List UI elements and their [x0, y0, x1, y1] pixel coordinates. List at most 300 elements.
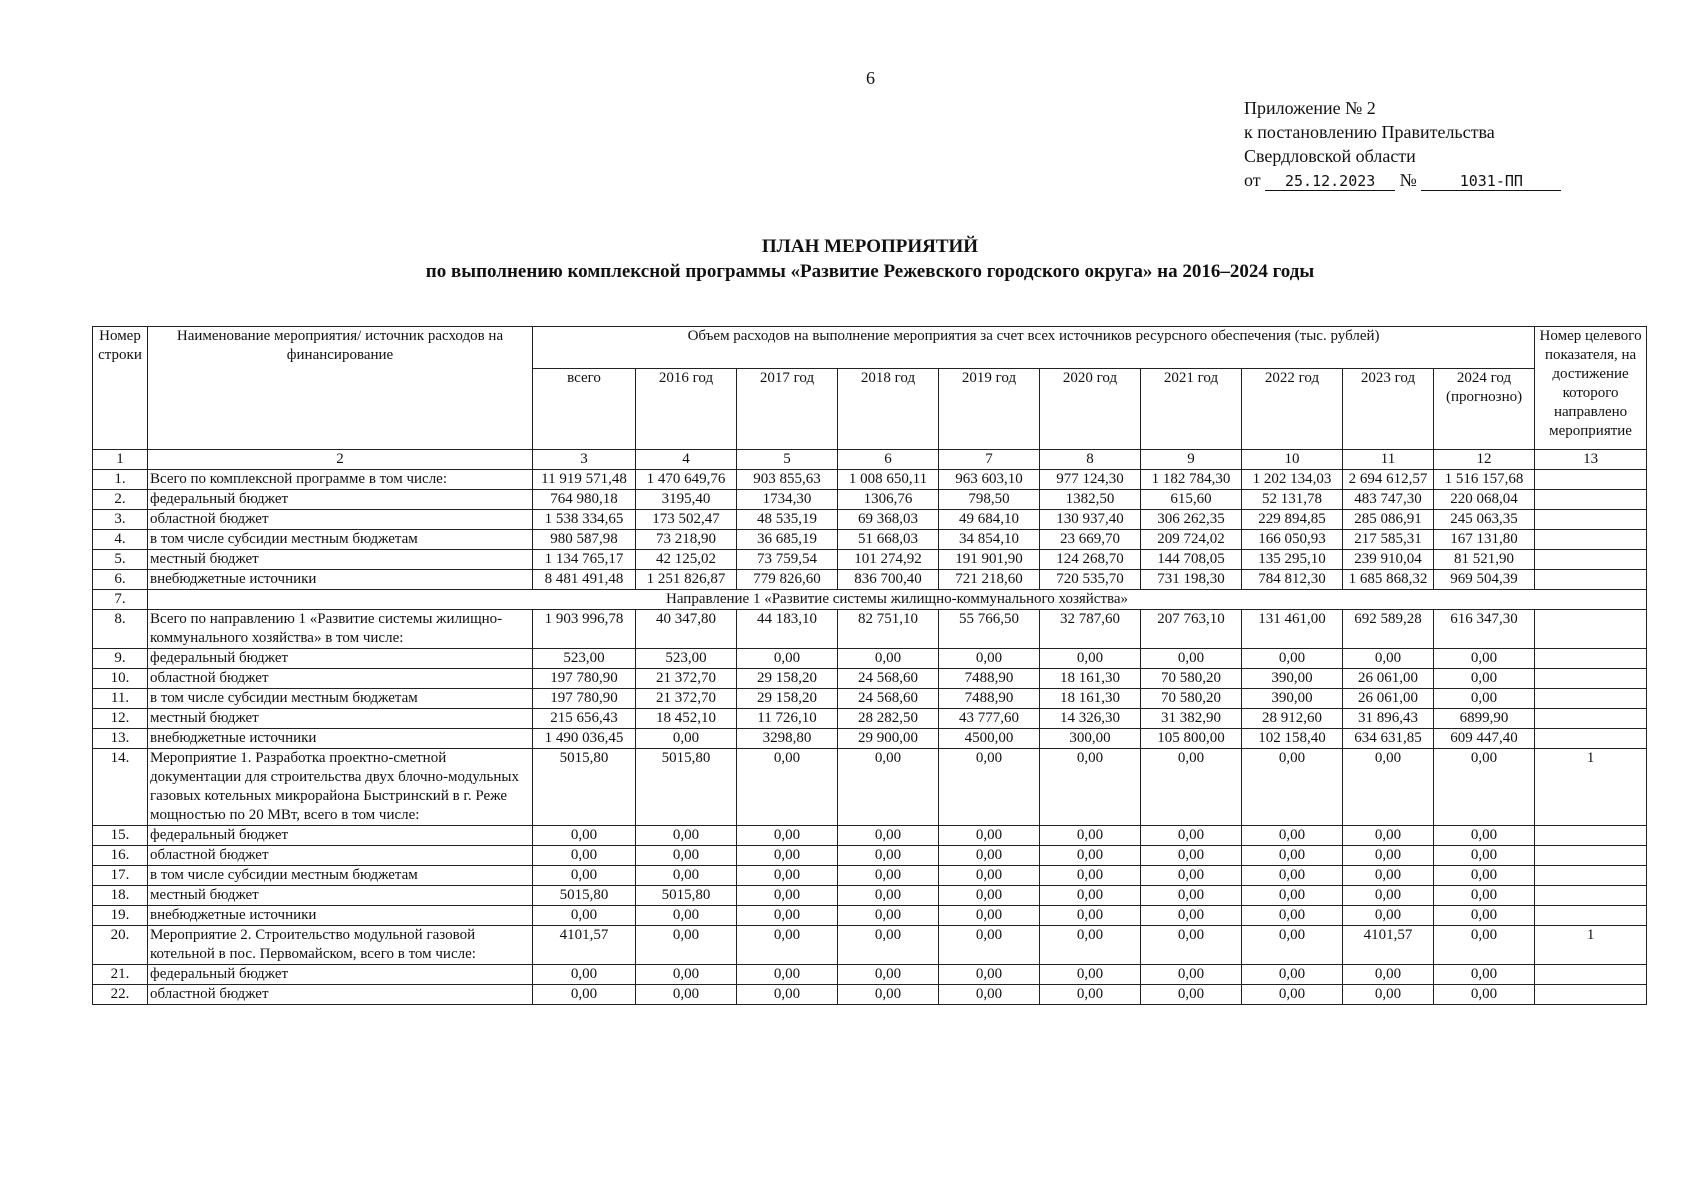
index-cell: 1	[93, 450, 148, 470]
row-number: 7.	[93, 590, 148, 610]
value-cell: 81 521,90	[1434, 550, 1535, 570]
target-cell	[1535, 689, 1647, 709]
target-cell	[1535, 729, 1647, 749]
value-cell: 3195,40	[636, 490, 737, 510]
value-cell: 390,00	[1242, 669, 1343, 689]
value-cell: 0,00	[1343, 649, 1434, 669]
value-cell: 1 251 826,87	[636, 570, 737, 590]
value-cell: 82 751,10	[838, 610, 939, 649]
row-name: федеральный бюджет	[148, 649, 533, 669]
value-cell: 31 896,43	[1343, 709, 1434, 729]
target-cell	[1535, 570, 1647, 590]
row-name: в том числе субсидии местным бюджетам	[148, 866, 533, 886]
row-name: областной бюджет	[148, 985, 533, 1005]
row-name: в том числе субсидии местным бюджетам	[148, 689, 533, 709]
index-cell: 9	[1141, 450, 1242, 470]
row-name: Мероприятие 1. Разработка проектно-сметной документации для строительства двух блочно-модульных газовых котельных микрорайона Быстринский в г. Реже мощностью по 20 МВт, всего в том числе:	[148, 749, 533, 826]
value-cell: 523,00	[533, 649, 636, 669]
target-cell	[1535, 669, 1647, 689]
value-cell: 0,00	[636, 846, 737, 866]
value-cell: 1 538 334,65	[533, 510, 636, 530]
value-cell: 5015,80	[636, 886, 737, 906]
value-cell: 18 452,10	[636, 709, 737, 729]
value-cell: 523,00	[636, 649, 737, 669]
value-cell: 0,00	[1242, 749, 1343, 826]
value-cell: 0,00	[838, 749, 939, 826]
value-cell: 0,00	[939, 846, 1040, 866]
header-target: Номер целевого показателя, на достижение которого направлено мероприятие	[1535, 327, 1647, 450]
value-cell: 0,00	[1040, 926, 1141, 965]
target-cell	[1535, 846, 1647, 866]
value-cell: 692 589,28	[1343, 610, 1434, 649]
value-cell: 0,00	[939, 886, 1040, 906]
value-cell: 11 726,10	[737, 709, 838, 729]
row-number: 13.	[93, 729, 148, 749]
value-cell: 229 894,85	[1242, 510, 1343, 530]
value-cell: 0,00	[636, 906, 737, 926]
header-col-1: 2016 год	[636, 368, 737, 449]
value-cell: 0,00	[1343, 866, 1434, 886]
value-cell: 48 535,19	[737, 510, 838, 530]
target-cell	[1535, 709, 1647, 729]
value-cell: 0,00	[1040, 985, 1141, 1005]
header-col-8: 2023 год	[1343, 368, 1434, 449]
value-cell: 4101,57	[1343, 926, 1434, 965]
header-col-5: 2020 год	[1040, 368, 1141, 449]
value-cell: 5015,80	[533, 749, 636, 826]
index-cell: 5	[737, 450, 838, 470]
value-cell: 167 131,80	[1434, 530, 1535, 550]
target-cell	[1535, 510, 1647, 530]
row-number: 15.	[93, 826, 148, 846]
row-number: 20.	[93, 926, 148, 965]
row-name: в том числе субсидии местным бюджетам	[148, 530, 533, 550]
value-cell: 1 903 996,78	[533, 610, 636, 649]
value-cell: 0,00	[533, 965, 636, 985]
index-cell: 7	[939, 450, 1040, 470]
approval-line-2: к постановлению Правительства	[1244, 122, 1495, 142]
header-col-4: 2019 год	[939, 368, 1040, 449]
value-cell: 0,00	[533, 846, 636, 866]
value-cell: 0,00	[838, 906, 939, 926]
value-cell: 0,00	[1141, 926, 1242, 965]
row-name: местный бюджет	[148, 709, 533, 729]
value-cell: 720 535,70	[1040, 570, 1141, 590]
table-row	[93, 610, 1647, 649]
value-cell: 0,00	[838, 846, 939, 866]
value-cell: 245 063,35	[1434, 510, 1535, 530]
index-cell: 3	[533, 450, 636, 470]
value-cell: 124 268,70	[1040, 550, 1141, 570]
value-cell: 44 183,10	[737, 610, 838, 649]
row-number: 3.	[93, 510, 148, 530]
target-cell	[1535, 470, 1647, 490]
value-cell: 0,00	[533, 866, 636, 886]
value-cell: 969 504,39	[1434, 570, 1535, 590]
index-cell: 4	[636, 450, 737, 470]
value-cell: 7488,90	[939, 669, 1040, 689]
value-cell: 0,00	[737, 846, 838, 866]
value-cell: 32 787,60	[1040, 610, 1141, 649]
value-cell: 0,00	[1434, 846, 1535, 866]
value-cell: 14 326,30	[1040, 709, 1141, 729]
value-cell: 0,00	[838, 649, 939, 669]
value-cell: 173 502,47	[636, 510, 737, 530]
value-cell: 1734,30	[737, 490, 838, 510]
table-row	[93, 906, 1647, 926]
value-cell: 609 447,40	[1434, 729, 1535, 749]
value-cell: 0,00	[737, 749, 838, 826]
header-col-7: 2022 год	[1242, 368, 1343, 449]
row-number: 6.	[93, 570, 148, 590]
row-name: областной бюджет	[148, 669, 533, 689]
value-cell: 209 724,02	[1141, 530, 1242, 550]
value-cell: 0,00	[1141, 846, 1242, 866]
value-cell: 24 568,60	[838, 669, 939, 689]
approval-date: 25.12.2023	[1265, 172, 1395, 191]
value-cell: 0,00	[1242, 985, 1343, 1005]
value-cell: 0,00	[1343, 965, 1434, 985]
table-row	[93, 965, 1647, 985]
table-row	[93, 749, 1647, 826]
value-cell: 1 490 036,45	[533, 729, 636, 749]
value-cell: 779 826,60	[737, 570, 838, 590]
index-row	[93, 450, 1647, 470]
value-cell: 11 919 571,48	[533, 470, 636, 490]
value-cell: 52 131,78	[1242, 490, 1343, 510]
value-cell: 69 368,03	[838, 510, 939, 530]
value-cell: 0,00	[1040, 649, 1141, 669]
value-cell: 4500,00	[939, 729, 1040, 749]
value-cell: 101 274,92	[838, 550, 939, 570]
value-cell: 73 759,54	[737, 550, 838, 570]
value-cell: 28 282,50	[838, 709, 939, 729]
value-cell: 0,00	[737, 926, 838, 965]
value-cell: 0,00	[939, 926, 1040, 965]
approval-from-label: от	[1244, 170, 1261, 190]
value-cell: 0,00	[636, 985, 737, 1005]
table-row	[93, 510, 1647, 530]
approval-line-3: Свердловской области	[1244, 146, 1416, 166]
value-cell: 0,00	[838, 866, 939, 886]
value-cell: 55 766,50	[939, 610, 1040, 649]
value-cell: 21 372,70	[636, 689, 737, 709]
value-cell: 0,00	[1434, 985, 1535, 1005]
value-cell: 6899,90	[1434, 709, 1535, 729]
target-cell	[1535, 906, 1647, 926]
target-cell	[1535, 965, 1647, 985]
value-cell: 1 008 650,11	[838, 470, 939, 490]
value-cell: 73 218,90	[636, 530, 737, 550]
value-cell: 4101,57	[533, 926, 636, 965]
table-row	[93, 470, 1647, 490]
value-cell: 0,00	[533, 985, 636, 1005]
table-row	[93, 689, 1647, 709]
value-cell: 0,00	[1242, 886, 1343, 906]
target-cell	[1535, 649, 1647, 669]
value-cell: 166 050,93	[1242, 530, 1343, 550]
value-cell: 21 372,70	[636, 669, 737, 689]
value-cell: 0,00	[636, 866, 737, 886]
value-cell: 0,00	[1434, 906, 1535, 926]
value-cell: 0,00	[838, 985, 939, 1005]
table-row	[93, 590, 1647, 610]
header-col-6: 2021 год	[1141, 368, 1242, 449]
row-name: внебюджетные источники	[148, 570, 533, 590]
value-cell: 0,00	[1040, 826, 1141, 846]
table-row	[93, 846, 1647, 866]
value-cell: 0,00	[1141, 826, 1242, 846]
index-cell: 10	[1242, 450, 1343, 470]
header-col-3: 2018 год	[838, 368, 939, 449]
value-cell: 0,00	[1141, 906, 1242, 926]
row-number: 16.	[93, 846, 148, 866]
value-cell: 0,00	[1434, 649, 1535, 669]
header-name: Наименование мероприятия/ источник расходов на финансирование	[148, 327, 533, 450]
value-cell: 0,00	[636, 965, 737, 985]
value-cell: 0,00	[838, 886, 939, 906]
table-row	[93, 926, 1647, 965]
row-name: федеральный бюджет	[148, 826, 533, 846]
page-number: 6	[866, 68, 875, 88]
value-cell: 0,00	[1040, 866, 1141, 886]
value-cell: 51 668,03	[838, 530, 939, 550]
value-cell: 3298,80	[737, 729, 838, 749]
plan-table-body	[93, 450, 1647, 1005]
row-number: 12.	[93, 709, 148, 729]
value-cell: 0,00	[1242, 906, 1343, 926]
value-cell: 300,00	[1040, 729, 1141, 749]
value-cell: 0,00	[1242, 649, 1343, 669]
value-cell: 0,00	[1343, 906, 1434, 926]
target-cell	[1535, 530, 1647, 550]
value-cell: 220 068,04	[1434, 490, 1535, 510]
value-cell: 2 694 612,57	[1343, 470, 1434, 490]
value-cell: 1 202 134,03	[1242, 470, 1343, 490]
row-number: 14.	[93, 749, 148, 826]
value-cell: 634 631,85	[1343, 729, 1434, 749]
value-cell: 102 158,40	[1242, 729, 1343, 749]
value-cell: 0,00	[533, 906, 636, 926]
value-cell: 7488,90	[939, 689, 1040, 709]
value-cell: 131 461,00	[1242, 610, 1343, 649]
value-cell: 0,00	[636, 926, 737, 965]
header-col-2: 2017 год	[737, 368, 838, 449]
value-cell: 49 684,10	[939, 510, 1040, 530]
value-cell: 0,00	[939, 866, 1040, 886]
value-cell: 0,00	[1434, 886, 1535, 906]
row-number: 9.	[93, 649, 148, 669]
row-number: 5.	[93, 550, 148, 570]
value-cell: 0,00	[1434, 866, 1535, 886]
approval-number-label: №	[1399, 170, 1417, 190]
row-number: 17.	[93, 866, 148, 886]
value-cell: 1 685 868,32	[1343, 570, 1434, 590]
value-cell: 70 580,20	[1141, 669, 1242, 689]
value-cell: 0,00	[1434, 926, 1535, 965]
value-cell: 0,00	[1434, 826, 1535, 846]
value-cell: 798,50	[939, 490, 1040, 510]
value-cell: 0,00	[1141, 866, 1242, 886]
row-name: местный бюджет	[148, 886, 533, 906]
value-cell: 0,00	[1242, 965, 1343, 985]
value-cell: 1 134 765,17	[533, 550, 636, 570]
value-cell: 0,00	[838, 965, 939, 985]
value-cell: 0,00	[737, 866, 838, 886]
value-cell: 0,00	[737, 826, 838, 846]
value-cell: 0,00	[1242, 846, 1343, 866]
row-name: областной бюджет	[148, 846, 533, 866]
value-cell: 0,00	[636, 826, 737, 846]
row-name: Всего по направлению 1 «Развитие системы жилищно-коммунального хозяйства» в том числе:	[148, 610, 533, 649]
value-cell: 0,00	[1343, 826, 1434, 846]
document-title	[0, 234, 1702, 284]
target-cell: 1	[1535, 749, 1647, 826]
value-cell: 130 937,40	[1040, 510, 1141, 530]
value-cell: 40 347,80	[636, 610, 737, 649]
value-cell: 0,00	[1242, 926, 1343, 965]
table-row	[93, 550, 1647, 570]
value-cell: 764 980,18	[533, 490, 636, 510]
table-row	[93, 669, 1647, 689]
value-cell: 36 685,19	[737, 530, 838, 550]
row-number: 11.	[93, 689, 148, 709]
header-volume: Объем расходов на выполнение мероприятия за счет всех источников ресурсного обеспечения (тыс. рублей)	[533, 327, 1535, 369]
value-cell: 0,00	[533, 826, 636, 846]
table-row	[93, 866, 1647, 886]
value-cell: 217 585,31	[1343, 530, 1434, 550]
table-row	[93, 826, 1647, 846]
value-cell: 0,00	[1434, 749, 1535, 826]
value-cell: 836 700,40	[838, 570, 939, 590]
row-number: 10.	[93, 669, 148, 689]
value-cell: 0,00	[636, 729, 737, 749]
value-cell: 70 580,20	[1141, 689, 1242, 709]
header-col-9: 2024 год (прогнозно)	[1434, 368, 1535, 449]
value-cell: 42 125,02	[636, 550, 737, 570]
table-row	[93, 490, 1647, 510]
value-cell: 0,00	[737, 965, 838, 985]
value-cell: 0,00	[1040, 749, 1141, 826]
value-cell: 105 800,00	[1141, 729, 1242, 749]
value-cell: 215 656,43	[533, 709, 636, 729]
value-cell: 0,00	[1040, 846, 1141, 866]
value-cell: 483 747,30	[1343, 490, 1434, 510]
row-name: местный бюджет	[148, 550, 533, 570]
table-row	[93, 709, 1647, 729]
row-number: 4.	[93, 530, 148, 550]
value-cell: 721 218,60	[939, 570, 1040, 590]
approval-number: 1031-ПП	[1421, 172, 1561, 191]
row-number: 1.	[93, 470, 148, 490]
value-cell: 0,00	[1141, 965, 1242, 985]
value-cell: 29 158,20	[737, 689, 838, 709]
row-name: федеральный бюджет	[148, 490, 533, 510]
value-cell: 0,00	[1141, 886, 1242, 906]
value-cell: 390,00	[1242, 689, 1343, 709]
target-cell	[1535, 550, 1647, 570]
title-sub: по выполнению комплексной программы «Развитие Режевского городского округа» на 2016–2024 годы	[425, 261, 1315, 282]
header-col-0: всего	[533, 368, 636, 449]
value-cell: 43 777,60	[939, 709, 1040, 729]
value-cell: 29 900,00	[838, 729, 939, 749]
value-cell: 0,00	[939, 985, 1040, 1005]
value-cell: 144 708,05	[1141, 550, 1242, 570]
value-cell: 23 669,70	[1040, 530, 1141, 550]
table-row	[93, 985, 1647, 1005]
target-cell: 1	[1535, 926, 1647, 965]
row-number: 8.	[93, 610, 148, 649]
table-row	[93, 729, 1647, 749]
table-row	[93, 530, 1647, 550]
value-cell: 0,00	[939, 649, 1040, 669]
value-cell: 0,00	[1434, 689, 1535, 709]
value-cell: 18 161,30	[1040, 689, 1141, 709]
row-name: Мероприятие 2. Строительство модульной газовой котельной в пос. Первомайском, всего в том числе:	[148, 926, 533, 965]
target-cell	[1535, 886, 1647, 906]
value-cell: 616 347,30	[1434, 610, 1535, 649]
value-cell: 207 763,10	[1141, 610, 1242, 649]
target-cell	[1535, 866, 1647, 886]
target-cell	[1535, 490, 1647, 510]
value-cell: 5015,80	[533, 886, 636, 906]
value-cell: 197 780,90	[533, 689, 636, 709]
row-number: 19.	[93, 906, 148, 926]
value-cell: 784 812,30	[1242, 570, 1343, 590]
value-cell: 731 198,30	[1141, 570, 1242, 590]
value-cell: 0,00	[939, 906, 1040, 926]
table-row	[93, 649, 1647, 669]
value-cell: 191 901,90	[939, 550, 1040, 570]
title-main: ПЛАН МЕРОПРИЯТИЙ	[761, 236, 979, 257]
value-cell: 1 182 784,30	[1141, 470, 1242, 490]
index-cell: 2	[148, 450, 533, 470]
table-row	[93, 570, 1647, 590]
value-cell: 0,00	[1040, 886, 1141, 906]
plan-table	[92, 326, 1647, 1005]
target-cell	[1535, 826, 1647, 846]
index-cell: 13	[1535, 450, 1647, 470]
value-cell: 285 086,91	[1343, 510, 1434, 530]
index-cell: 11	[1343, 450, 1434, 470]
header-row-number: Номер строки	[93, 327, 148, 450]
value-cell: 0,00	[1242, 826, 1343, 846]
value-cell: 34 854,10	[939, 530, 1040, 550]
value-cell: 0,00	[1434, 669, 1535, 689]
value-cell: 0,00	[1141, 749, 1242, 826]
value-cell: 0,00	[1141, 985, 1242, 1005]
value-cell: 0,00	[939, 965, 1040, 985]
value-cell: 0,00	[737, 985, 838, 1005]
value-cell: 1382,50	[1040, 490, 1141, 510]
row-name: внебюджетные источники	[148, 906, 533, 926]
value-cell: 18 161,30	[1040, 669, 1141, 689]
row-number: 22.	[93, 985, 148, 1005]
value-cell: 0,00	[1040, 906, 1141, 926]
row-number: 21.	[93, 965, 148, 985]
value-cell: 0,00	[939, 749, 1040, 826]
value-cell: 31 382,90	[1141, 709, 1242, 729]
value-cell: 0,00	[1141, 649, 1242, 669]
value-cell: 26 061,00	[1343, 669, 1434, 689]
value-cell: 0,00	[838, 826, 939, 846]
row-name: внебюджетные источники	[148, 729, 533, 749]
value-cell: 239 910,04	[1343, 550, 1434, 570]
index-cell: 8	[1040, 450, 1141, 470]
value-cell: 24 568,60	[838, 689, 939, 709]
approval-block	[1244, 96, 1561, 192]
value-cell: 1 516 157,68	[1434, 470, 1535, 490]
